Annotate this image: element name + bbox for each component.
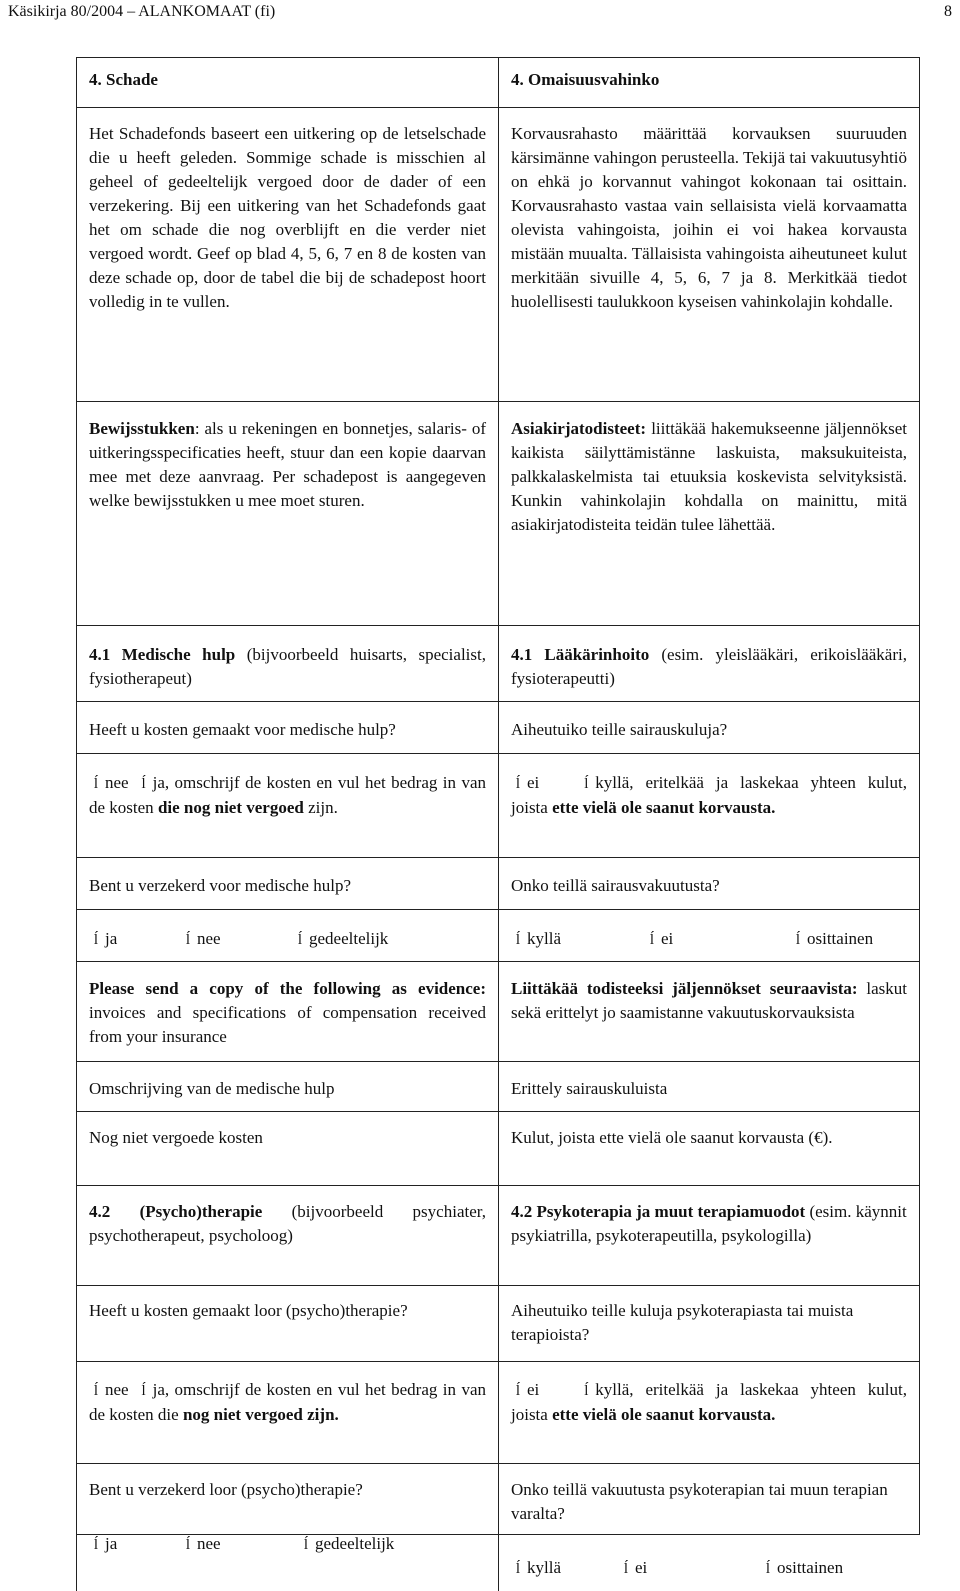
checkbox-osittainen[interactable]: ĺ xyxy=(795,932,801,948)
heading-4-1-nl: 4.1 Medische hulp xyxy=(89,645,236,664)
row-options-1 xyxy=(76,909,919,961)
answer-text-end: zijn. xyxy=(303,798,338,817)
checkbox-nee[interactable]: ĺ xyxy=(93,1383,99,1399)
answer-emphasis: ette vielä ole saanut korvausta. xyxy=(552,1405,776,1424)
question-2-fi: Onko teillä sairausvakuutusta? xyxy=(498,857,919,909)
question-1-nl: Heeft u kosten gemaakt voor medische hulp? xyxy=(76,701,498,753)
row-4-1 xyxy=(76,625,919,701)
send-label-nl: Please send a copy of the following as evidence: xyxy=(89,979,486,998)
heading-4-1-nl-detail: (bijvoorbeeld huisarts, specialist, fysiotherapeut) xyxy=(89,645,486,688)
option-label: kyllä xyxy=(527,929,561,948)
question-4-fi: Onko teillä vakuutusta psykoterapian tai muun terapian varalta? xyxy=(511,1480,888,1523)
page-number: 8 xyxy=(944,3,952,20)
send-text-nl: invoices and specifications of compensation received from your insurance xyxy=(89,1003,486,1046)
checkbox-ei[interactable]: ĺ xyxy=(623,1561,629,1577)
answer-text: kyllä, eritelkää ja laskekaa yhteen kulut, joista xyxy=(511,773,907,817)
page-header xyxy=(8,0,952,24)
evidence-text-nl: : als u rekeningen en bonnetjes, salaris- of uitkeringsspecificaties heeft, stuur dan een kopie daarvan mee met deze aanvraag. Per schadepost is aangegeven welke bewijsstukken u mee moet sturen. xyxy=(89,419,486,510)
document-title: Käsikirja 80/2004 – ALANKOMAAT (fi) xyxy=(8,3,276,20)
heading-4-2-fi-detail: (esim. käynnit psykiatrilla, psykoterapeutilla, psykologilla) xyxy=(511,1202,907,1245)
section-title-nl: 4. Schade xyxy=(89,70,158,89)
unpaid-costs-field-fi[interactable]: Kulut, joista ette vielä ole saanut korvausta (€). xyxy=(498,1111,919,1185)
evidence-text-fi: liittäkää hakemukseenne jäljennökset kaikista säilyttämistänne laskuista, maksukuiteista, palkkalaskelmista tai etuuksia koskevista selvityksistä. Kunkin vahinkolajin kohdalla on mainittu, mitä asiakirjatodisteita teidän tulee lähettää. xyxy=(511,419,907,534)
evidence-label-fi: Asiakirjatodisteet: xyxy=(511,419,647,438)
row-question-2 xyxy=(76,857,919,909)
answer-text: kyllä, eritelkää ja laskekaa yhteen kulut, joista xyxy=(511,1380,907,1424)
row-evidence xyxy=(76,401,919,625)
row-question-3 xyxy=(76,1285,919,1361)
checkbox-ja[interactable]: ĺ xyxy=(141,1383,146,1399)
checkbox-nee[interactable]: ĺ xyxy=(185,1537,191,1553)
option-label: nee xyxy=(105,1380,129,1399)
option-label: osittainen xyxy=(777,1558,844,1577)
checkbox-ei[interactable]: ĺ xyxy=(515,1383,521,1399)
send-label-fi: Liittäkää todisteeksi jäljennökset seuraavista: xyxy=(511,979,858,998)
option-label: ei xyxy=(661,929,674,948)
send-text-fi: laskut sekä erittelyt jo saamistanne vakuutuskorvauksista xyxy=(511,979,907,1022)
row-answer-3 xyxy=(76,1361,919,1463)
checkbox-kylla[interactable]: ĺ xyxy=(584,1383,589,1399)
option-label: kyllä xyxy=(527,1558,561,1577)
checkbox-kylla[interactable]: ĺ xyxy=(515,1561,521,1577)
answer-emphasis: ette vielä ole saanut korvausta. xyxy=(552,798,776,817)
answer-emphasis: nog niet vergoed zijn. xyxy=(182,1405,339,1424)
question-3-fi: Aiheutuiko teille kuluja psykoterapiasta tai muista terapioista? xyxy=(498,1285,919,1361)
answer-text: ja, omschrijf de kosten en vul het bedrag in van de kosten xyxy=(89,773,486,817)
description-field-fi[interactable]: Erittely sairauskuluista xyxy=(498,1061,919,1111)
heading-4-2-nl: 4.2 (Psycho)therapie xyxy=(89,1202,263,1221)
checkbox-gedeeltelijk[interactable]: ĺ xyxy=(303,1537,309,1553)
checkbox-nee[interactable]: ĺ xyxy=(93,776,99,792)
option-label: gedeeltelijk xyxy=(309,929,389,948)
option-label: gedeeltelijk xyxy=(315,1534,395,1553)
question-1-fi: Aiheutuiko teille sairauskuluja? xyxy=(498,701,919,753)
row-intro xyxy=(76,107,919,401)
checkbox-gedeeltelijk[interactable]: ĺ xyxy=(297,932,303,948)
question-4-nl: Bent u verzekerd loor (psycho)therapie? xyxy=(89,1480,363,1499)
row-question-4 xyxy=(76,1463,919,1591)
evidence-label-nl: Bewijsstukken xyxy=(89,419,195,438)
option-label: ja xyxy=(105,929,118,948)
row-answer-1 xyxy=(76,753,919,857)
row-unpaid-costs xyxy=(76,1111,919,1185)
option-label: ei xyxy=(527,773,540,792)
option-label: ei xyxy=(527,1380,540,1399)
intro-fi: Korvausrahasto määrittää korvauksen suuruuden kärsimänne vahingon perusteella. Tekijä tai vakuutusyhtiö on ehkä jo korvannut vahingot kokonaan tai osittain. Korvausrahasto vastaa vain sellaisista vielä korvaamatta olevista vahingoista, joihin ei voi hakea korvausta mistään muualta. Tällaisista vahingoista aiheutuneet kulut merkitään sivuille 4, 5, 6, 7 ja 8. Merkitkää tiedot huolellisesti taulukkoon kyseisen vahinkolajin kohdalle. xyxy=(498,107,919,401)
option-label: ei xyxy=(635,1558,648,1577)
checkbox-ja[interactable]: ĺ xyxy=(93,932,99,948)
option-label: nee xyxy=(105,773,129,792)
heading-4-1-fi-detail: (esim. yleislääkäri, erikoislääkäri, fysioterapeutti) xyxy=(511,645,907,688)
section-title-fi: 4. Omaisuusvahinko xyxy=(511,70,660,89)
checkbox-kylla[interactable]: ĺ xyxy=(584,776,589,792)
heading-4-2-fi: 4.2 Psykoterapia ja muut terapiamuodot xyxy=(511,1202,806,1221)
checkbox-osittainen[interactable]: ĺ xyxy=(765,1561,771,1577)
checkbox-kylla[interactable]: ĺ xyxy=(515,932,521,948)
checkbox-ja[interactable]: ĺ xyxy=(93,1537,99,1553)
checkbox-ei[interactable]: ĺ xyxy=(649,932,655,948)
option-label: nee xyxy=(197,1534,221,1553)
row-question-1 xyxy=(76,701,919,753)
answer-text: ja, omschrijf de kosten en vul het bedrag in van de kosten die xyxy=(89,1380,486,1424)
checkbox-ei[interactable]: ĺ xyxy=(515,776,521,792)
option-label: nee xyxy=(197,929,221,948)
intro-nl: Het Schadefonds baseert een uitkering op de letselschade die u heeft geleden. Sommige schade is misschien al geheel of gedeeltelijk vergoed door de dader of een verzekering. Bij een uitkering van het Schadefonds gaat het om schade die nog overblijft en die verder niet vergoed wordt. Geef op blad 4, 5, 6, 7 en 8 de kosten van deze schade op, door de tabel die bij de schadepost hoort volledig in te vullen. xyxy=(76,107,498,401)
answer-emphasis: die nog niet vergoed xyxy=(157,798,304,817)
row-section-title xyxy=(76,57,919,107)
checkbox-ja[interactable]: ĺ xyxy=(141,776,146,792)
heading-4-2-nl-detail: (bijvoorbeeld psychiater, psychotherapeut, psycholoog) xyxy=(89,1202,486,1245)
description-field-nl[interactable]: Omschrijving van de medische hulp xyxy=(76,1061,498,1111)
row-description xyxy=(76,1061,919,1111)
checkbox-nee[interactable]: ĺ xyxy=(185,932,191,948)
option-label: osittainen xyxy=(807,929,874,948)
unpaid-costs-field-nl[interactable]: Nog niet vergoede kosten xyxy=(76,1111,498,1185)
form-table xyxy=(76,57,920,1577)
question-2-nl: Bent u verzekerd voor medische hulp? xyxy=(76,857,498,909)
question-3-nl: Heeft u kosten gemaakt loor (psycho)therapie? xyxy=(76,1285,498,1361)
heading-4-1-fi: 4.1 Lääkärinhoito xyxy=(511,645,650,664)
row-4-2 xyxy=(76,1185,919,1285)
row-send-evidence xyxy=(76,961,919,1061)
option-label: ja xyxy=(105,1534,118,1553)
